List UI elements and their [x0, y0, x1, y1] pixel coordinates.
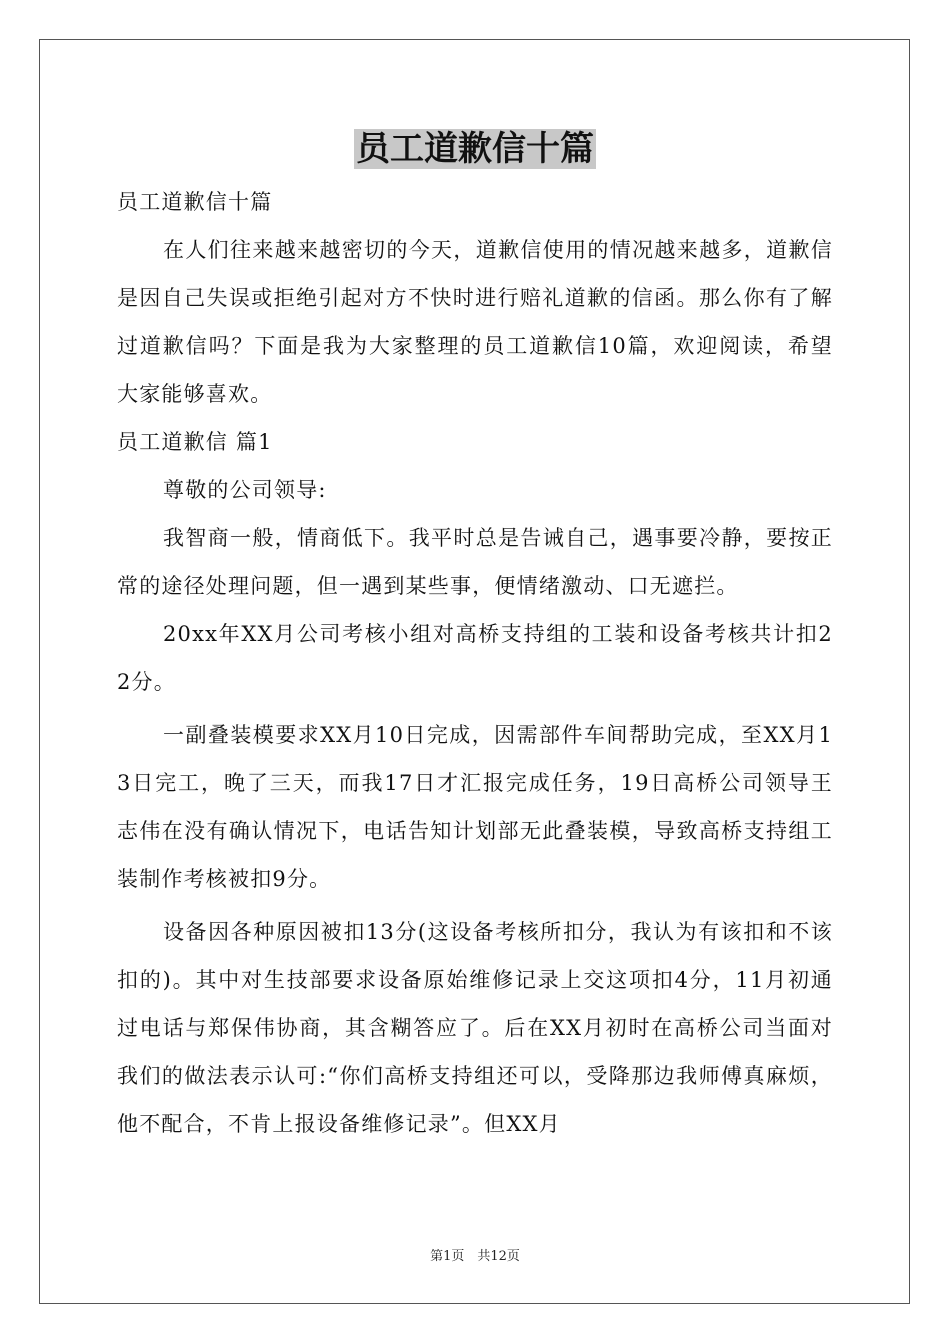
paragraph-body: 设备因各种原因被扣13分(这设备考核所扣分，我认为有该扣和不该扣的)。其中对生技部要求设备原始维修记录上交这项扣4分，11月初通过电话与郑保伟协商，其含糊答应了。后在XX月初时在高桥公司当面对我们的做法表示认可:“你们高桥支持组还可以，受降那边我师傅真麻烦，他不配合，不肯上报设备维修记录”。但XX月: [117, 920, 833, 1136]
paragraph-body: 一副叠装模要求XX月10日完成，因需部件车间帮助完成，至XX月13日完工，晚了三天，而我17日才汇报完成任务，19日高桥公司领导王志伟在没有确认情况下，电话告知计划部无此叠装模，导致高桥支持组工装制作考核被扣9分。: [117, 723, 833, 891]
paragraph-body: 20xx年XX月公司考核小组对高桥支持组的工装和设备考核共计扣22分。: [117, 622, 833, 694]
document-title: [0, 126, 950, 172]
paragraph-intro: 在人们往来越来越密切的今天，道歉信使用的情况越来越多，道歉信是因自己失误或拒绝引起对方不快时进行赔礼道歉的信函。那么你有了解过道歉信吗？下面是我为大家整理的员工道歉信10篇，欢迎阅读，希望大家能够喜欢。: [117, 238, 833, 406]
paragraph-section-heading: 员工道歉信 篇1: [117, 430, 273, 454]
document-body: [117, 178, 833, 1148]
paragraph-salutation: 尊敬的公司领导:: [163, 478, 327, 502]
document-title-text: 员工道歉信十篇: [356, 129, 594, 169]
paragraph-subtitle: 员工道歉信十篇: [117, 190, 273, 214]
paragraph-body: 我智商一般，情商低下。我平时总是告诫自己，遇事要冷静，要按正常的途径处理问题，但一遇到某些事，便情绪激动、口无遮拦。: [117, 526, 833, 598]
page-number-footer: 第1页 共12页: [430, 1249, 520, 1264]
